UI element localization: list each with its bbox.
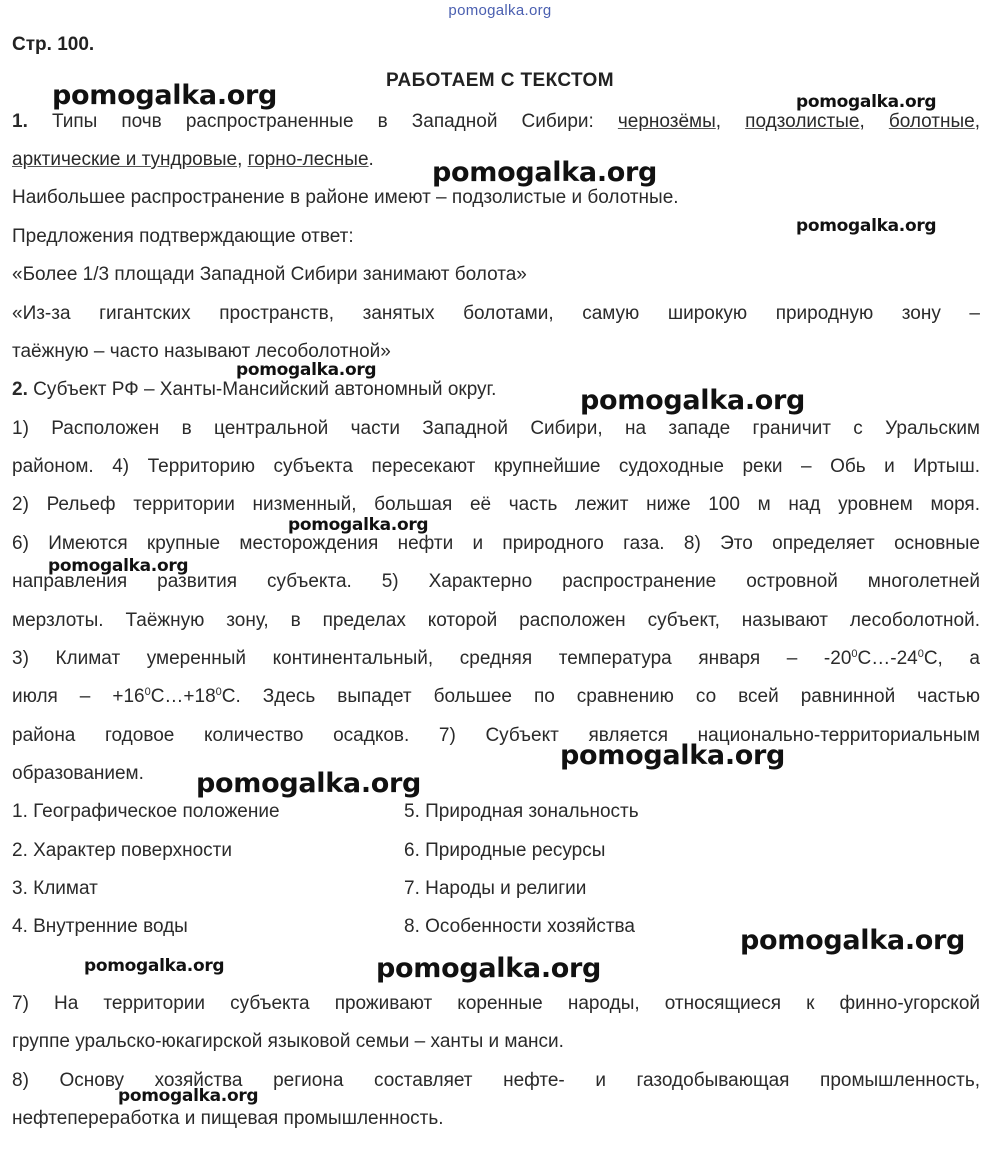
soil-type-3: болотные bbox=[888, 111, 975, 132]
list-item: 3. Климат bbox=[12, 878, 98, 899]
soil-type-4: арктические и тундровые bbox=[12, 149, 238, 170]
q1-quote-1: «Более 1/3 площади Западной Сибири занимают болота» bbox=[12, 264, 527, 285]
separator: , bbox=[859, 111, 889, 132]
text-span: С. Здесь выпадет большее по сравнению со всей равнинной частью bbox=[221, 686, 980, 707]
q2-title-text: Субъект РФ – Ханты-Мансийский автономный округ. bbox=[27, 379, 497, 400]
text-span: июля – +16 bbox=[12, 686, 145, 707]
q2-line-1: 1) Расположен в центральной части Западной Сибири, на западе граничит с Уральским bbox=[12, 418, 980, 439]
watermark: pomogalka.org bbox=[84, 956, 225, 976]
q2-line-5: направления развития субъекта. 5) Характерно распространение островной многолетней bbox=[12, 571, 980, 592]
p8-line-1: 8) Основу хозяйства региона составляет нефте- и газодобывающая промышленность, bbox=[12, 1070, 980, 1091]
soil-type-1: чернозёмы bbox=[617, 111, 716, 132]
text-span: С…+18 bbox=[150, 686, 216, 707]
watermark: pomogalka.org bbox=[118, 1086, 259, 1106]
p7-line-2: группе уральско-юкагирской языковой семьи – ханты и манси. bbox=[12, 1031, 564, 1052]
q1-intro: Типы почв распространенные в Западной Сибири: bbox=[27, 111, 618, 132]
list-item: 5. Природная зональность bbox=[404, 801, 639, 822]
watermark: pomogalka.org bbox=[796, 92, 937, 112]
p8-line-2: нефтепереработка и пищевая промышленность. bbox=[12, 1108, 444, 1129]
watermark: pomogalka.org bbox=[288, 515, 429, 535]
watermark: pomogalka.org bbox=[796, 216, 937, 236]
q2-line-10: образованием. bbox=[12, 763, 144, 784]
page-number: Стр. 100. bbox=[12, 34, 95, 55]
watermark: pomogalka.org bbox=[740, 925, 966, 956]
degree-mark: 0 bbox=[215, 686, 222, 698]
q2-line-3: 2) Рельеф территории низменный, большая её часть лежит ниже 100 м над уровнем моря. bbox=[12, 494, 980, 515]
watermark: pomogalka.org bbox=[236, 360, 377, 380]
q1-line-4: Предложения подтверждающие ответ: bbox=[12, 226, 354, 247]
q2-line-4: 6) Имеются крупные месторождения нефти и природного газа. 8) Это определяет основные bbox=[12, 533, 980, 554]
watermark: pomogalka.org bbox=[48, 556, 189, 576]
q1-quote-2-cont: таёжную – часто называют лесоболотной» bbox=[12, 341, 391, 362]
q1-line-3: Наибольшее распространение в районе имеют – подзолистые и болотные. bbox=[12, 187, 679, 208]
list-item: 2. Характер поверхности bbox=[12, 840, 232, 861]
text-span: С, а bbox=[923, 648, 980, 669]
watermark: pomogalka.org bbox=[52, 80, 278, 111]
soil-type-5: горно-лесные bbox=[247, 149, 369, 170]
separator: , bbox=[237, 149, 248, 170]
list-item: 8. Особенности хозяйства bbox=[404, 916, 635, 937]
watermark: pomogalka.org bbox=[376, 953, 602, 984]
watermark: pomogalka.org bbox=[560, 740, 786, 771]
text-span: 3) Климат умеренный континентальный, средняя температура января – -20 bbox=[12, 648, 852, 669]
list-item: 4. Внутренние воды bbox=[12, 916, 188, 937]
period: . bbox=[368, 149, 374, 170]
q2-title bbox=[12, 378, 496, 402]
q2-line-2: районом. 4) Территорию субъекта пересекают крупнейшие судоходные реки – Обь и Иртыш. bbox=[12, 456, 980, 477]
q1-number: 1. bbox=[12, 111, 28, 132]
list-item: 6. Природные ресурсы bbox=[404, 840, 606, 861]
text-span: С…-24 bbox=[857, 648, 918, 669]
q1-line-1 bbox=[12, 110, 980, 134]
watermark: pomogalka.org bbox=[580, 385, 806, 416]
watermark: pomogalka.org bbox=[196, 768, 422, 799]
q1-quote-2: «Из-за гигантских пространств, занятых болотами, самую широкую природную зону – bbox=[12, 303, 980, 324]
separator: , bbox=[974, 111, 981, 132]
soil-type-2: подзолистые bbox=[745, 111, 860, 132]
q2-number: 2. bbox=[12, 379, 28, 400]
q2-line-6: мерзлоты. Таёжную зону, в пределах которой расположен субъект, называют лесоболотной. bbox=[12, 610, 980, 631]
list-item: 7. Народы и религии bbox=[404, 878, 587, 899]
degree-mark: 0 bbox=[851, 648, 858, 660]
q2-line-7 bbox=[12, 647, 980, 671]
separator: , bbox=[715, 111, 746, 132]
site-header-watermark: pomogalka.org bbox=[448, 2, 552, 19]
degree-mark: 0 bbox=[917, 648, 924, 660]
q2-line-8 bbox=[12, 685, 980, 709]
q2-line-9: района годовое количество осадков. 7) Субъект является национально-территориальным bbox=[12, 725, 980, 746]
list-item: 1. Географическое положение bbox=[12, 801, 280, 822]
p7-line-1: 7) На территории субъекта проживают коренные народы, относящиеся к финно-угорской bbox=[12, 993, 980, 1014]
watermark: pomogalka.org bbox=[432, 157, 658, 188]
section-heading: РАБОТАЕМ С ТЕКСТОМ bbox=[386, 70, 614, 91]
degree-mark: 0 bbox=[144, 686, 151, 698]
q1-line-2 bbox=[12, 148, 374, 172]
